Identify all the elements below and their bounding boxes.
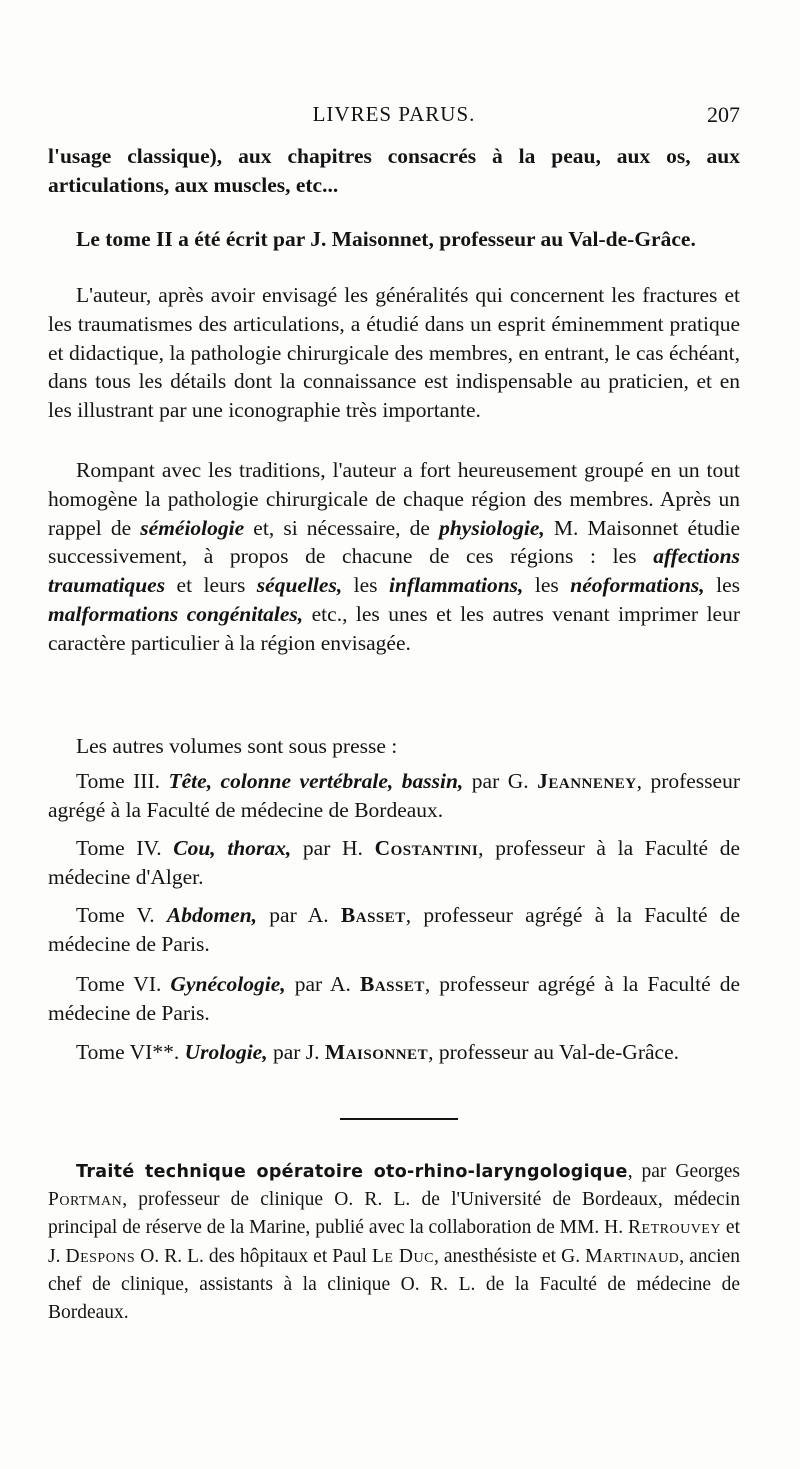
text-run: les [704, 573, 741, 598]
paragraph-in-press [48, 732, 740, 761]
volume-title: Urologie, [184, 1040, 268, 1064]
volume-entry [48, 767, 740, 825]
text-run: , par Georges [627, 1161, 740, 1182]
volume-tome: Tome VI**. [76, 1040, 185, 1064]
paragraph-text: Le tome II a été écrit par J. Maisonnet, professeur au Val-de-Grâce. [76, 227, 696, 251]
volume-tome: Tome IV. [76, 836, 174, 860]
volume-rest: , professeur agrégé à la Faculté de médecine de Bordeaux. [48, 769, 740, 822]
person-name: Portman [48, 1189, 123, 1211]
paragraph-text: L'auteur, après avoir envisagé les généralités qui concernent les fractures et les traumatismes des articulations, a étudié dans un esprit éminemment pratique et didactique, la pathologie chirurgicale des membres, en entrant, le cas échéant, dans tous les détails dont la connaissance est indispensable au praticien, et en les illustrant par une iconographie très importante. [48, 283, 740, 423]
review-title: Traité technique opératoire oto-rhino-laryngologique [76, 1162, 628, 1182]
paragraph-author-summary [48, 281, 740, 425]
text-run: O. R. L. des hôpitaux et Paul [135, 1245, 372, 1267]
person-name: Retrouvey [628, 1217, 721, 1239]
text-run: , ancien chef de clinique, assistants à la clinique O. R. L. de la Faculté de médecine de Bordeaux. [48, 1245, 740, 1324]
volume-par: par H. [291, 836, 375, 860]
person-name: Martinaud [585, 1245, 680, 1267]
volume-par: par J. [267, 1040, 325, 1064]
text-run: , anesthésiste et G. [433, 1245, 586, 1267]
text-run: et, si nécessaire, de [244, 515, 440, 540]
volume-title: Abdomen, [166, 903, 258, 927]
emphasis: physiologie, [439, 515, 545, 540]
text-run: les [342, 573, 390, 598]
volume-title: Tête, colonne vertébrale, bassin, [168, 769, 464, 793]
paragraph-text: Les autres volumes sont sous presse : [76, 734, 398, 758]
paragraph-tome-ii [48, 225, 740, 254]
person-name: Le Duc [371, 1245, 434, 1267]
volume-author: Jeanneney [537, 769, 637, 793]
volume-text [48, 834, 740, 892]
volume-author: Maisonnet [324, 1040, 429, 1064]
text-run: Rompant avec les traditions, l'auteur a fort heureusement groupé en un tout homogène la pathologie chirurgicale de chaque région des membres. Après un rappel de [48, 458, 740, 540]
volume-tome: Tome III. [76, 769, 169, 793]
review-text [48, 1158, 740, 1327]
emphasis: inflammations, [389, 573, 524, 598]
text-run: et J. [48, 1217, 740, 1267]
volume-par: par A. [285, 972, 360, 996]
volume-text [48, 1038, 740, 1067]
volume-par: par A. [257, 903, 341, 927]
volume-rest: , professeur à la Faculté de médecine d'Alger. [48, 836, 740, 889]
emphasis: séméiologie [140, 515, 245, 540]
volume-text [48, 901, 740, 959]
volume-tome: Tome V. [76, 903, 167, 927]
page-number: 207 [707, 102, 740, 127]
person-name: Despons [65, 1245, 136, 1267]
text-run: M. Maisonnet étudie successivement, à propos de chacune de ces régions : les [48, 515, 740, 569]
volume-entry [48, 834, 740, 892]
emphasis: néoformations, [570, 573, 705, 598]
review-entry [48, 1158, 740, 1327]
emphasis: malformations congénitales, [48, 601, 304, 626]
emphasis: séquelles, [256, 573, 343, 598]
volume-rest: , professeur au Val-de-Grâce. [428, 1040, 679, 1064]
volume-text [48, 767, 740, 825]
volume-rest: , professeur agrégé à la Faculté de médecine de Paris. [48, 972, 740, 1025]
paragraph-text: l'usage classique), aux chapitres consacrés à la peau, aux os, aux articulations, aux muscles, etc... [48, 144, 740, 197]
volume-text [48, 970, 740, 1028]
volume-title: Cou, thorax, [173, 836, 292, 860]
running-head: LIVRES PARUS. [312, 102, 476, 126]
volume-author: Basset [340, 903, 406, 927]
volume-author: Basset [359, 972, 425, 996]
text-run: et leurs [165, 573, 257, 598]
volume-title: Gynécologie, [170, 972, 286, 996]
text-run: les [523, 573, 571, 598]
volume-author: Costantini [374, 836, 479, 860]
volume-entry [48, 901, 740, 959]
text-run: etc., les unes et les autres venant imprimer leur caractère particulier à la région envisagée. [48, 601, 740, 655]
paragraph-continuation [48, 142, 740, 200]
volume-entry [48, 1038, 740, 1067]
volume-entry [48, 970, 740, 1028]
section-divider [340, 1118, 458, 1120]
paragraph-text [48, 456, 740, 658]
volume-tome: Tome VI. [76, 972, 171, 996]
volume-rest: , professeur agrégé à la Faculté de médecine de Paris. [48, 903, 741, 956]
page-header [48, 96, 740, 130]
volume-par: par G. [463, 769, 538, 793]
paragraph-approach [48, 456, 740, 658]
emphasis: affections traumatiques [48, 544, 740, 598]
text-run: , professeur de clinique O. R. L. de l'Université de Bordeaux, médecin principal de réserve de la Marine, publié avec la collaboration de MM. H. [48, 1189, 740, 1239]
